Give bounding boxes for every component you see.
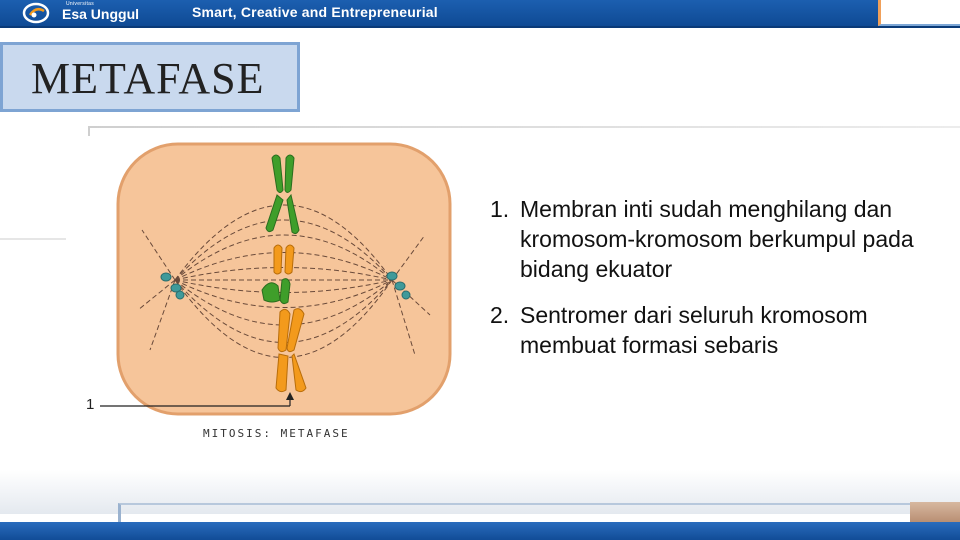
list-item-number: 2. xyxy=(490,302,510,328)
list-item-number: 1. xyxy=(490,196,510,222)
logo-subtitle: Universitas xyxy=(66,1,95,7)
tagline: Smart, Creative and Entrepreneurial xyxy=(192,4,438,20)
logo xyxy=(22,1,50,25)
slide-title: METAFASE xyxy=(31,54,265,103)
metaphase-cell-diagram xyxy=(80,140,460,445)
frame-line xyxy=(88,126,960,128)
frame-corner xyxy=(88,126,90,136)
diagram-label: 1 xyxy=(86,396,95,413)
logo-icon xyxy=(22,2,50,24)
list-item-text: Membran inti sudah menghilang dan kromosom-kromosom berkumpul pada bidang ekuator xyxy=(520,196,914,282)
footer-bar xyxy=(0,522,960,540)
header-bar xyxy=(0,0,960,28)
footer-corner xyxy=(910,502,960,522)
divider xyxy=(0,238,66,240)
list-item xyxy=(490,300,940,360)
list-item xyxy=(490,194,940,284)
logo-text: Esa Unggul xyxy=(62,6,140,22)
header-tab-decoration xyxy=(878,0,960,26)
title-box xyxy=(0,42,300,112)
diagram-caption: MITOSIS: METAFASE xyxy=(203,427,350,440)
point-list xyxy=(490,194,940,376)
list-item-text: Sentromer dari seluruh kromosom membuat formasi sebaris xyxy=(520,302,868,358)
